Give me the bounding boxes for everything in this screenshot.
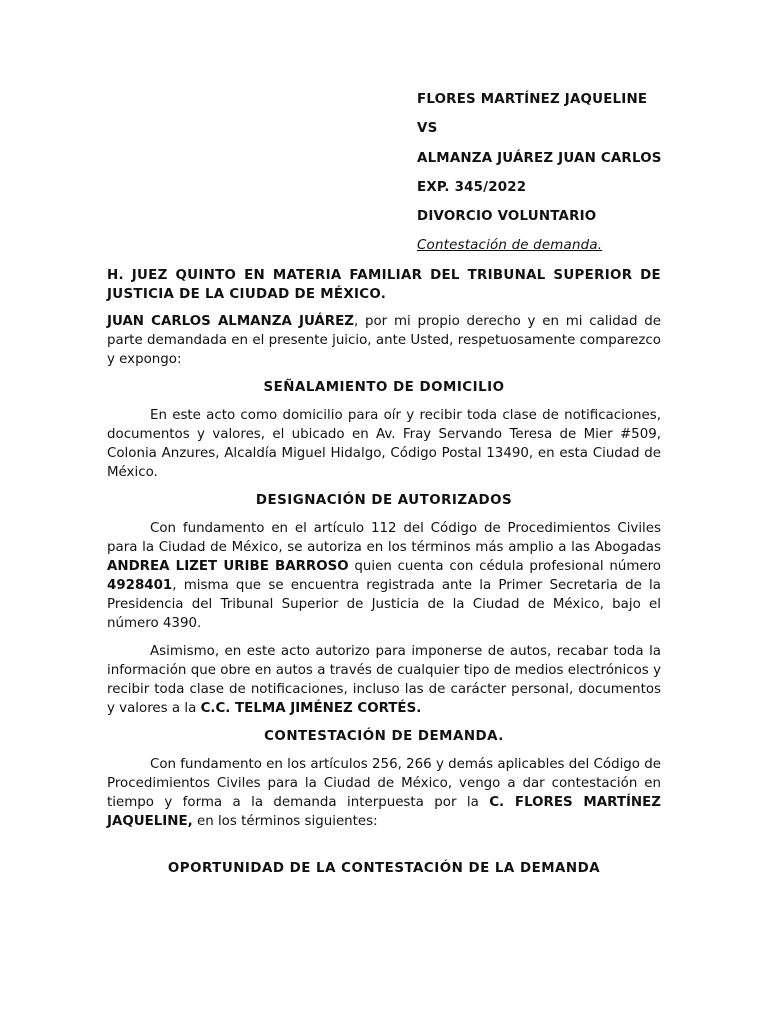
plaintiff-name: FLORES MARTÍNEZ JAQUELINE <box>417 92 648 107</box>
document-body <box>107 266 661 887</box>
autorizados-paragraph-2 <box>107 642 661 718</box>
defendant-signatory-name: JUAN CARLOS ALMANZA JUÁREZ <box>107 314 354 329</box>
proceeding-type: DIVORCIO VOLUNTARIO <box>417 209 597 225</box>
court-addressee: H. JUEZ QUINTO EN MATERIA FAMILIAR DEL TRIBUNAL SUPERIOR DE JUSTICIA DE LA CIUDAD DE MÉXICO. <box>107 268 661 302</box>
contestacion-text-b: en los términos siguientes: <box>192 814 378 829</box>
contestacion-paragraph <box>107 755 661 831</box>
autorizados-text-a: Con fundamento en el artículo 112 del Código de Procedimientos Civiles para la Ciudad de México, se autoriza en los términos más amplio a las Abogadas <box>107 521 661 555</box>
domicilio-paragraph: En este acto como domicilio para oír y recibir toda clase de notificaciones, documentos y valores, el ubicado en Av. Fray Servando Teresa de Mier #509, Colonia Anzures, Alcaldía Miguel Hidalgo, Código Postal 13490, en esta Ciudad de México. <box>107 408 661 480</box>
authorized-attorney-name: ANDREA LIZET URIBE BARROSO <box>107 559 349 574</box>
professional-license-number: 4928401 <box>107 578 173 593</box>
contestacion-text-a: Con fundamento en los artículos 256, 266 y demás aplicables del Código de Procedimientos Civiles para la Ciudad de México, vengo a dar contestación en tiempo y forma a la demanda interpuesta por la <box>107 757 661 810</box>
case-caption <box>417 90 757 266</box>
section-heading-contestacion: CONTESTACIÓN DE DEMANDA. <box>264 729 504 744</box>
intro-text: , por mi propio derecho y en mi calidad de parte demandada en el presente juicio, ante Usted, respetuosamente comparezco y expongo: <box>107 314 661 367</box>
autorizados-paragraph-1 <box>107 519 661 633</box>
section-heading-oportunidad: OPORTUNIDAD DE LA CONTESTACIÓN DE LA DEMANDA <box>167 861 601 876</box>
authorized-person-name: C.C. TELMA JIMÉNEZ CORTÉS. <box>200 701 422 716</box>
section-heading-autorizados: DESIGNACIÓN DE AUTORIZADOS <box>255 493 513 508</box>
autorizados-text-b: quien cuenta con cédula profesional número <box>348 559 661 574</box>
case-file-number: EXP. 345/2022 <box>417 179 527 195</box>
autorizados-text-c: , misma que se encuentra registrada ante la Primer Secretaria de la Presidencia del Tribunal Superior de Justicia de la Ciudad de México, bajo el número 4390. <box>107 578 661 631</box>
document-subject: Contestación de demanda. <box>417 238 603 254</box>
intro-paragraph <box>107 312 661 369</box>
versus-label: VS <box>417 121 438 137</box>
defendant-name: ALMANZA JUÁREZ JUAN CARLOS <box>417 150 662 166</box>
autorizados-text-d: Asimismo, en este acto autorizo para imponerse de autos, recabar toda la información que obre en autos a través de cualquier tipo de medios electrónicos y recibir toda clase de notificaciones, incluso las de carácter personal, documentos y valores a la <box>107 644 661 716</box>
plaintiff-reference-name: C. FLORES MARTÍNEZ JAQUELINE, <box>107 795 661 829</box>
section-heading-domicilio: SEÑALAMIENTO DE DOMICILIO <box>263 380 505 395</box>
